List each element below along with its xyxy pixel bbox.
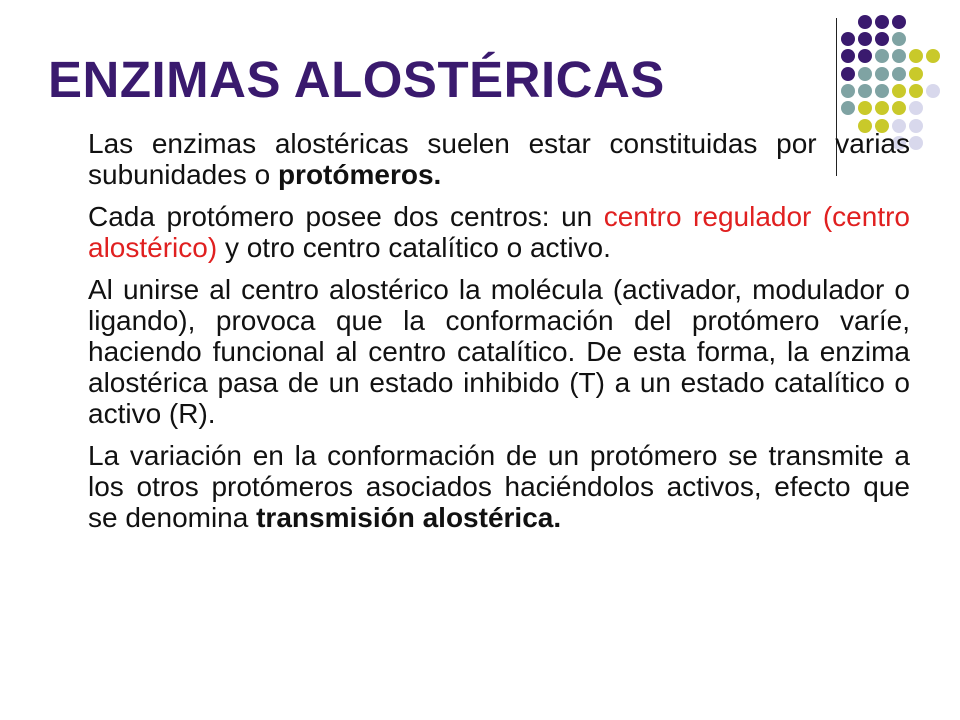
decor-dot — [841, 49, 855, 63]
decor-dot — [892, 67, 906, 81]
decor-dot — [892, 49, 906, 63]
decor-dot — [926, 84, 940, 98]
decor-dot — [858, 84, 872, 98]
decor-dot — [858, 101, 872, 115]
decor-dot — [858, 15, 872, 29]
decor-dot — [926, 49, 940, 63]
decor-dot — [909, 136, 923, 150]
decor-dot — [875, 49, 889, 63]
decor-dot — [909, 119, 923, 133]
slide-body — [88, 128, 910, 544]
paragraph-4-bold-term: transmisión alostérica. — [256, 502, 562, 533]
decor-dot — [892, 32, 906, 46]
decor-dot — [858, 49, 872, 63]
paragraph-1-bold-term: protómeros. — [277, 159, 442, 190]
paragraph-2-text-end: y otro centro catalítico o activo. — [217, 232, 611, 263]
decor-dot — [892, 101, 906, 115]
paragraph-3 — [88, 274, 910, 429]
paragraph-1-text: Las enzimas alostéricas suelen estar constituidas por varias subunidades o — [88, 128, 910, 190]
decor-dot — [875, 101, 889, 115]
slide-title: ENZIMAS ALOSTÉRICAS — [48, 51, 665, 108]
paragraph-3-text: Al unirse al centro alostérico la molécula (activador, modulador o ligando), provoca que la conformación del protómero varíe, haciendo funcional al centro catalítico. De esta forma, la enzima alostérica pasa de un estado inhibido (T) a un estado catalítico o activo (R). — [88, 274, 910, 429]
paragraph-2 — [88, 201, 910, 263]
decor-dot — [858, 32, 872, 46]
decor-dot — [858, 67, 872, 81]
decor-dot — [909, 101, 923, 115]
paragraph-4 — [88, 440, 910, 533]
decor-dot — [892, 15, 906, 29]
decor-dot — [892, 84, 906, 98]
decor-dot — [875, 84, 889, 98]
paragraph-2-highlight: centro regulador (centro alostérico) — [88, 201, 911, 263]
decor-dot — [841, 84, 855, 98]
decor-dot — [841, 67, 855, 81]
decor-dot — [841, 101, 855, 115]
paragraph-1 — [88, 128, 910, 190]
decor-dot — [909, 67, 923, 81]
paragraph-4-text: La variación en la conformación de un protómero se transmite a los otros protómeros asociados haciéndolos activos, efecto que se denomina — [88, 440, 910, 533]
paragraph-2-text-start: Cada protómero posee dos centros: un — [88, 201, 604, 232]
decor-dot — [841, 32, 855, 46]
decor-dot — [875, 15, 889, 29]
decor-dot — [875, 67, 889, 81]
decor-dot — [875, 32, 889, 46]
decor-dot — [909, 49, 923, 63]
decor-dot — [909, 84, 923, 98]
